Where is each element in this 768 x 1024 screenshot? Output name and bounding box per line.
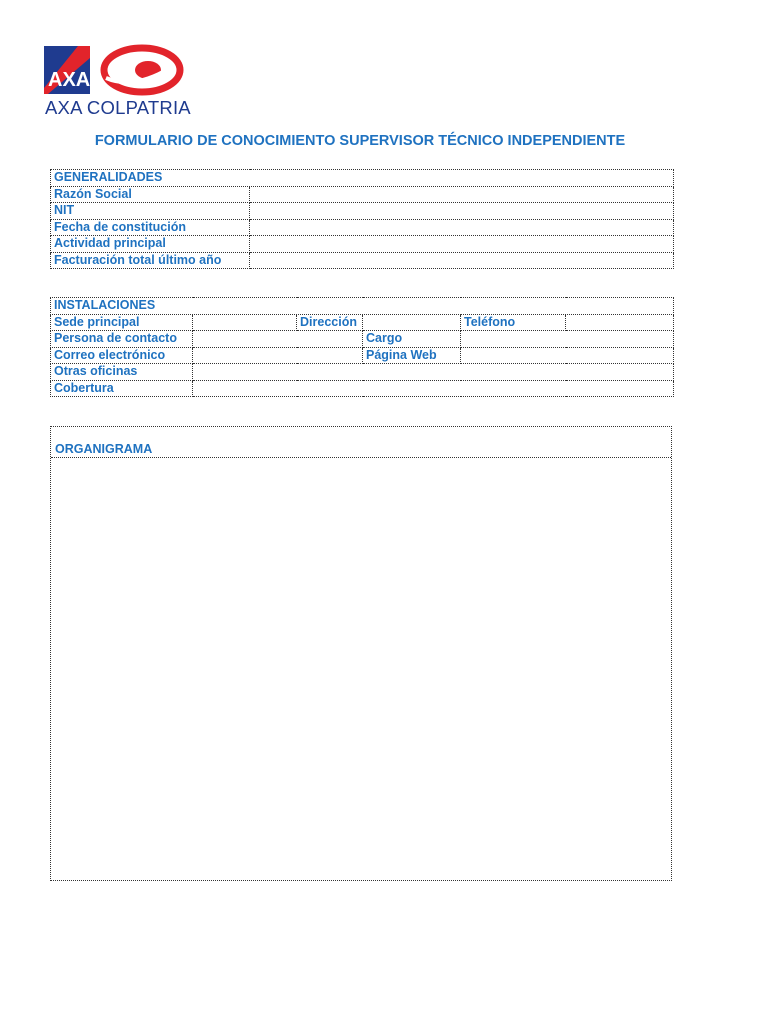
persona-contacto-field[interactable] [193, 331, 363, 348]
fecha-constitucion-field[interactable] [250, 219, 674, 236]
table-row [51, 219, 674, 236]
actividad-principal-label: Actividad principal [51, 236, 250, 253]
table-row [51, 380, 674, 397]
generalidades-header: GENERALIDADES [51, 170, 674, 187]
pagina-web-label: Página Web [363, 347, 461, 364]
cargo-label: Cargo [363, 331, 461, 348]
pagina-web-field[interactable] [461, 347, 674, 364]
organigrama-label: ORGANIGRAMA [55, 442, 153, 456]
organigrama-header [51, 427, 671, 458]
otras-oficinas-field[interactable] [193, 364, 674, 381]
logo-text: AXA COLPATRIA [45, 97, 191, 118]
correo-label: Correo electrónico [51, 347, 193, 364]
generalidades-table [50, 169, 674, 269]
axa-logo-mark: AXA [48, 69, 91, 91]
razon-social-field[interactable] [250, 186, 674, 203]
telefono-label: Teléfono [461, 314, 566, 331]
instalaciones-table [50, 297, 674, 397]
actividad-principal-field[interactable] [250, 236, 674, 253]
nit-field[interactable] [250, 203, 674, 220]
sede-principal-field[interactable] [193, 314, 297, 331]
table-row [51, 203, 674, 220]
correo-field[interactable] [193, 347, 363, 364]
table-row [51, 236, 674, 253]
organigrama-area[interactable] [51, 458, 671, 880]
page-title: FORMULARIO DE CONOCIMIENTO SUPERVISOR TÉCNICO INDEPENDIENTE [94, 133, 626, 149]
sede-principal-label: Sede principal [51, 314, 193, 331]
table-row [51, 347, 674, 364]
razon-social-label: Razón Social [51, 186, 250, 203]
cobertura-label: Cobertura [51, 380, 193, 397]
persona-contacto-label: Persona de contacto [51, 331, 193, 348]
direccion-label: Dirección [297, 314, 363, 331]
table-row [51, 331, 674, 348]
telefono-field[interactable] [566, 314, 674, 331]
fecha-constitucion-label: Fecha de constitución [51, 219, 250, 236]
facturacion-label: Facturación total último año [51, 252, 250, 269]
otras-oficinas-label: Otras oficinas [51, 364, 193, 381]
table-row [51, 364, 674, 381]
instalaciones-header: INSTALACIONES [51, 298, 674, 315]
cobertura-field[interactable] [193, 380, 674, 397]
cargo-field[interactable] [461, 331, 674, 348]
instalaciones-header-row [51, 298, 674, 315]
table-row [51, 252, 674, 269]
facturacion-field[interactable] [250, 252, 674, 269]
table-row [51, 314, 674, 331]
colpatria-swirl-icon [104, 48, 180, 92]
nit-label: NIT [51, 203, 250, 220]
organigrama-section [50, 426, 672, 881]
generalidades-header-row [51, 170, 674, 187]
direccion-field[interactable] [363, 314, 461, 331]
table-row [51, 186, 674, 203]
